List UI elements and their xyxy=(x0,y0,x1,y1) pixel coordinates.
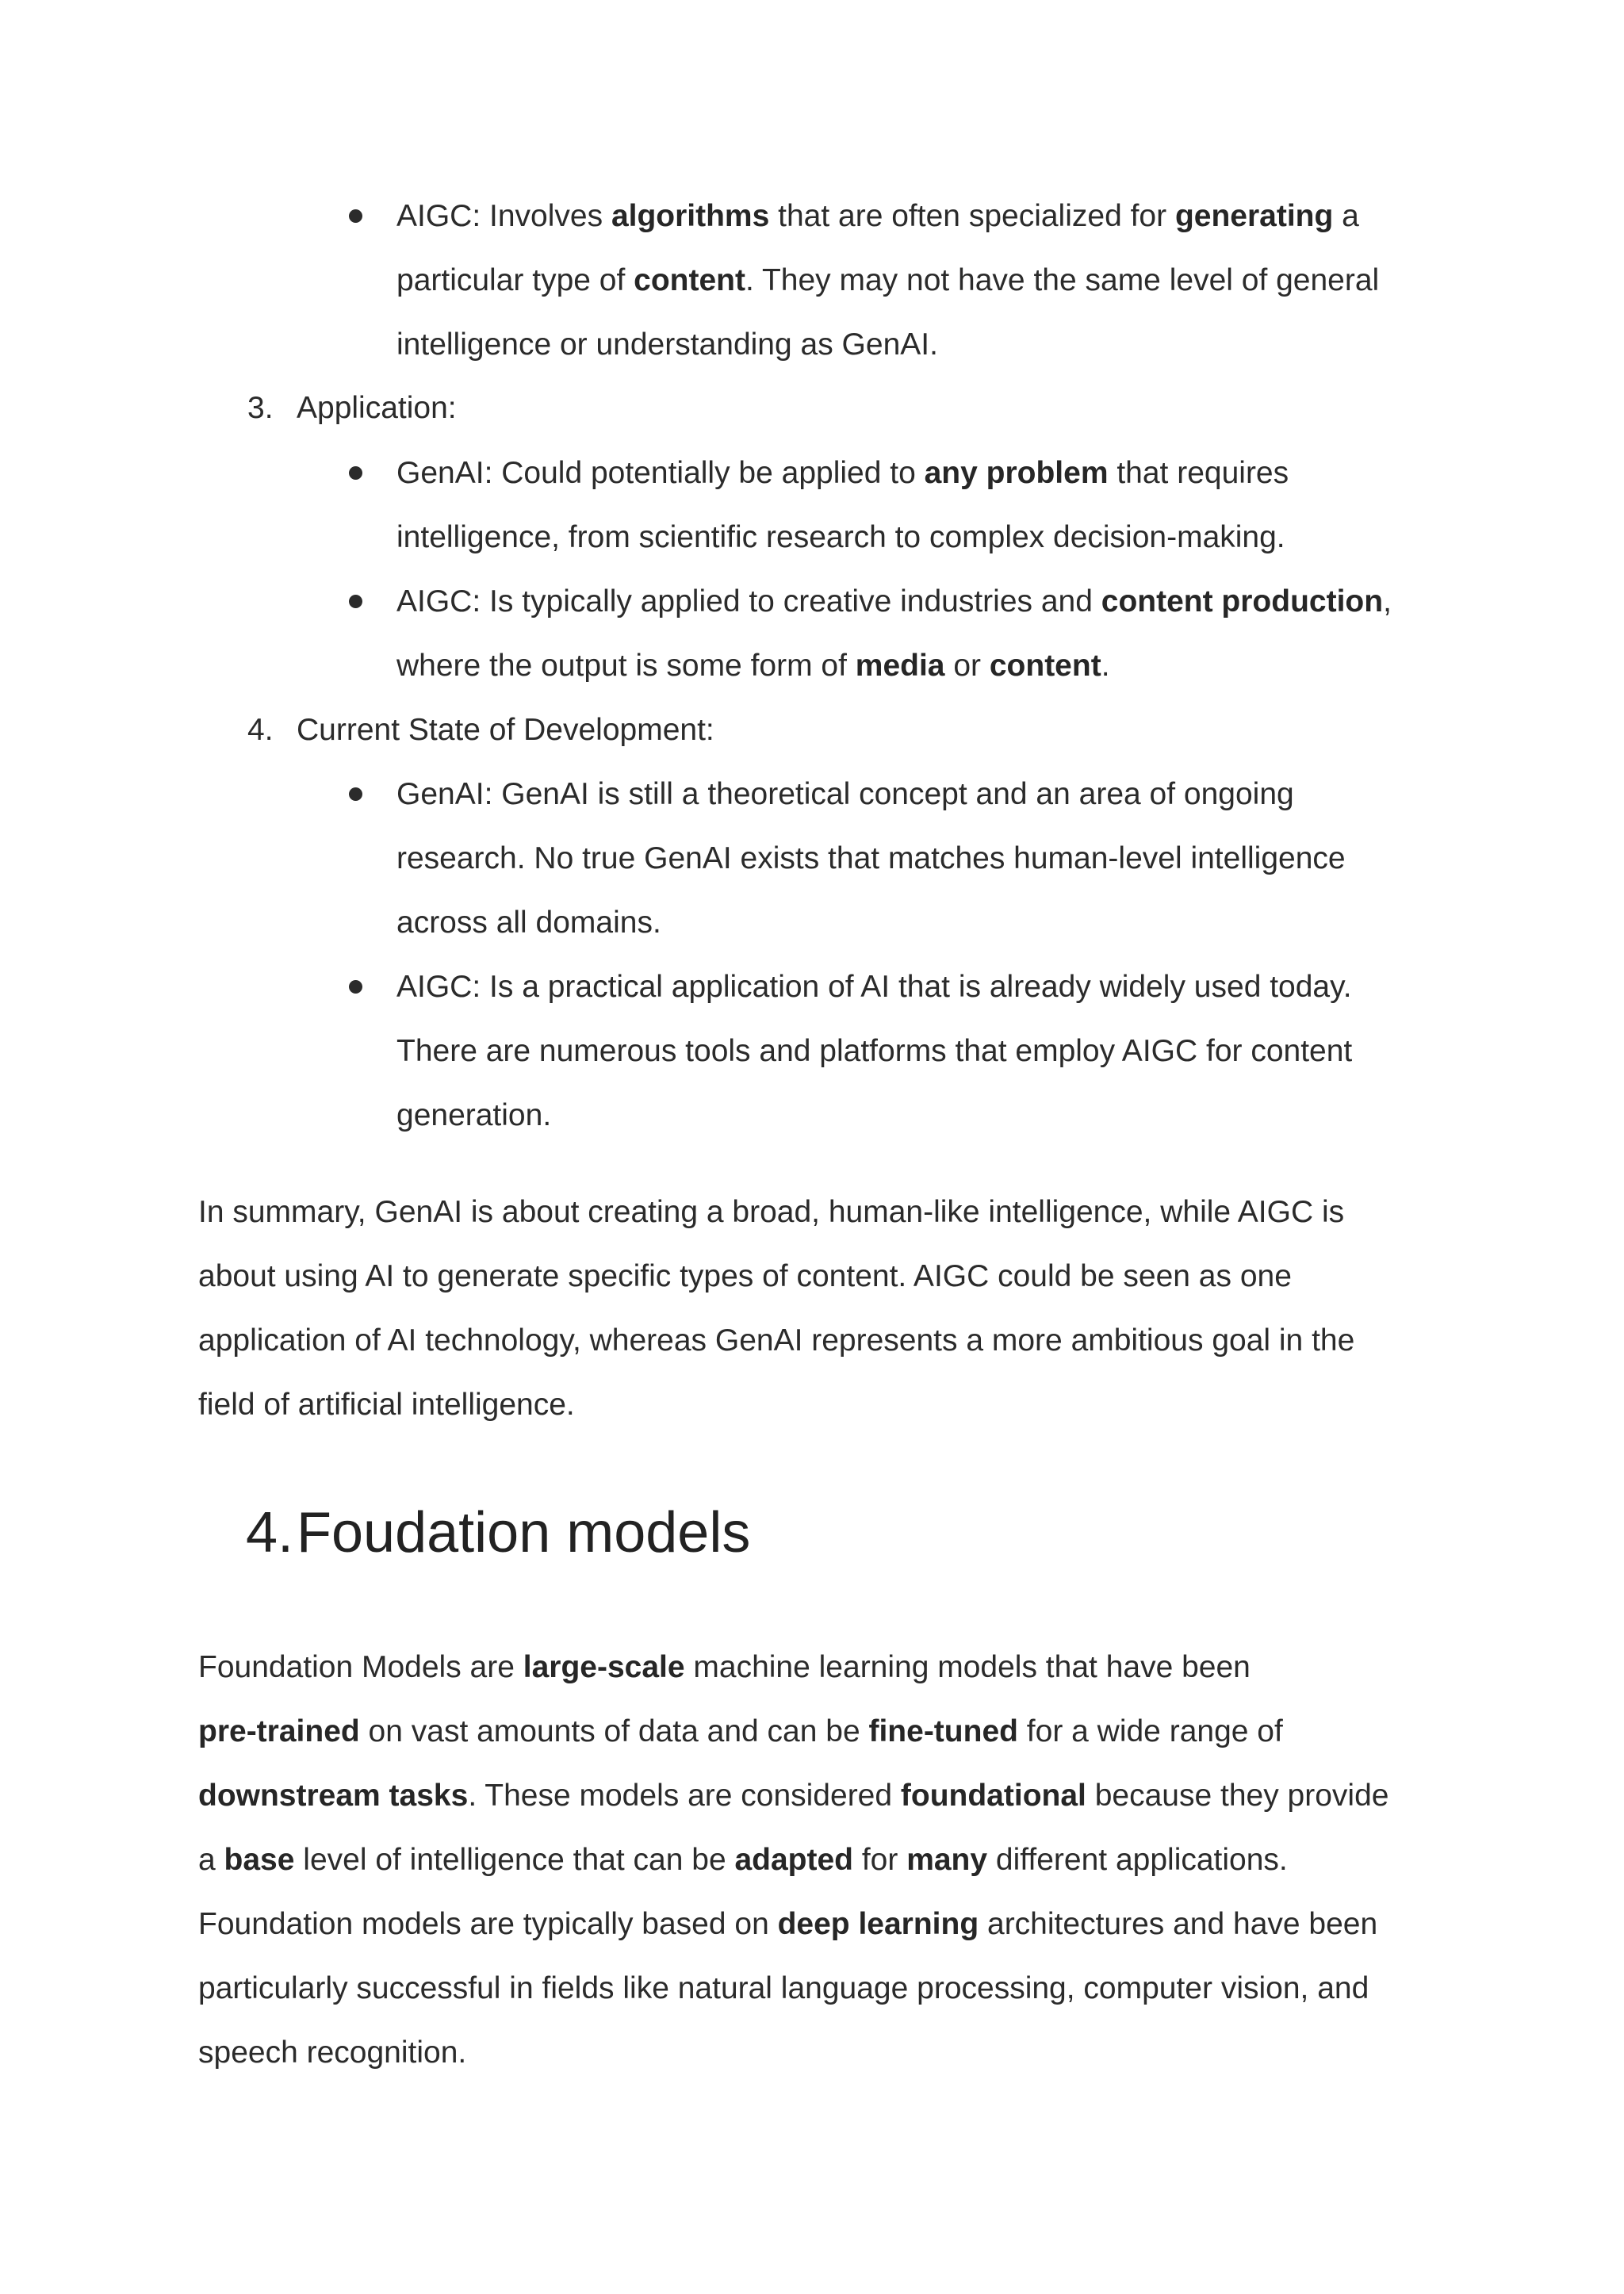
paragraph-line: research. No true GenAI exists that matches human-level intelligence xyxy=(396,841,1346,875)
bullet-dot xyxy=(349,980,362,994)
summary-line: application of AI technology, whereas GenAI represents a more ambitious goal in the xyxy=(198,1323,1355,1358)
bullet-dot xyxy=(349,209,362,223)
paragraph-line: Foundation Models are large-scale machine learning models that have been xyxy=(198,1650,1251,1684)
paragraph-line: Foundation models are typically based on deep learning architectures and have been xyxy=(198,1907,1378,1941)
paragraph-line: intelligence, from scientific research to complex decision-making. xyxy=(396,520,1285,554)
list-item-label: Application: xyxy=(297,391,457,425)
paragraph-line: speech recognition. xyxy=(198,2035,467,2070)
list-number: 3. xyxy=(247,391,274,425)
paragraph-line: AIGC: Involves algorithms that are often specialized for generating a xyxy=(396,199,1359,233)
paragraph-line: generation. xyxy=(396,1098,552,1132)
paragraph-line: across all domains. xyxy=(396,906,661,940)
paragraph-line: intelligence or understanding as GenAI. xyxy=(396,327,938,362)
section-title: Foudation models xyxy=(297,1501,751,1564)
summary-line: about using AI to generate specific types of content. AIGC could be seen as one xyxy=(198,1259,1292,1293)
bullet-dot xyxy=(349,595,362,608)
bullet-dot xyxy=(349,466,362,480)
section-number: 4. xyxy=(246,1501,294,1564)
bullet-dot xyxy=(349,787,362,801)
paragraph-line: AIGC: Is typically applied to creative industries and content production, xyxy=(396,584,1392,618)
paragraph-line: where the output is some form of media or content. xyxy=(396,649,1110,683)
summary-line: In summary, GenAI is about creating a broad, human-like intelligence, while AIGC is xyxy=(198,1195,1345,1229)
paragraph-line: particularly successful in fields like natural language processing, computer vision, and xyxy=(198,1971,1369,2005)
paragraph-line: a base level of intelligence that can be adapted for many different applications. xyxy=(198,1843,1288,1877)
paragraph-line: downstream tasks. These models are considered foundational because they provide xyxy=(198,1779,1389,1813)
paragraph-line: There are numerous tools and platforms that employ AIGC for content xyxy=(396,1034,1353,1068)
list-number: 4. xyxy=(247,713,274,747)
summary-line: field of artificial intelligence. xyxy=(198,1388,575,1422)
paragraph-line: AIGC: Is a practical application of AI that is already widely used today. xyxy=(396,970,1352,1004)
paragraph-line: GenAI: GenAI is still a theoretical concept and an area of ongoing xyxy=(396,777,1294,811)
paragraph-line: pre-trained on vast amounts of data and can be fine-tuned for a wide range of xyxy=(198,1714,1283,1748)
paragraph-line: particular type of content. They may not have the same level of general xyxy=(396,263,1380,297)
paragraph-line: GenAI: Could potentially be applied to any problem that requires xyxy=(396,456,1289,490)
list-item-label: Current State of Development: xyxy=(297,713,714,747)
